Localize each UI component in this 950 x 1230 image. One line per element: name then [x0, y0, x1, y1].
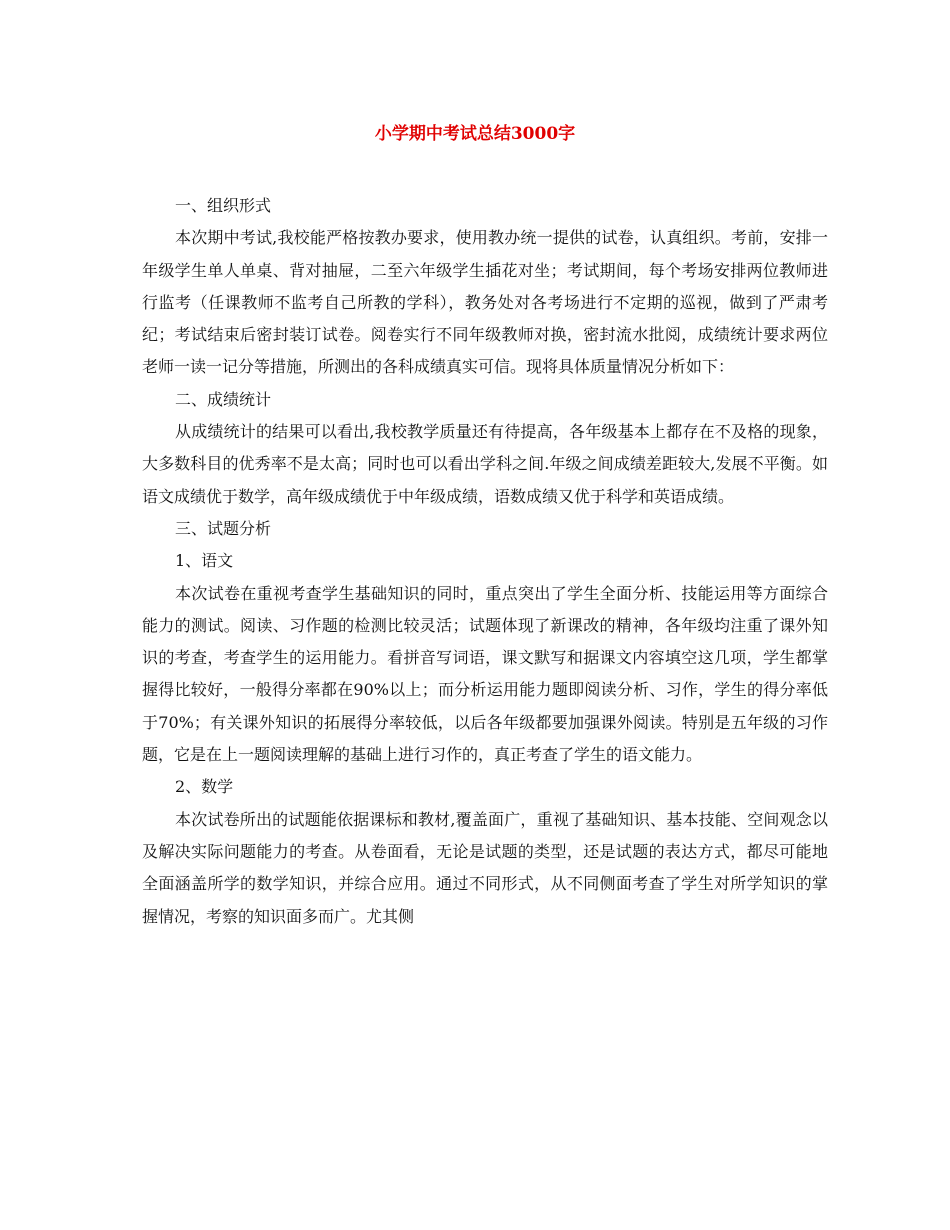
paragraph-organization: 本次期中考试,我校能严格按教办要求，使用教办统一提供的试卷，认真组织。考前，安排一年级学生单人单桌、背对抽屉，二至六年级学生插花对坐；考试期间，每个考场安排两位教师进行监考（任课教师不监考自己所教的学科），教务处对各考场进行不定期的巡视，做到了严肃考纪；考试结束后密封装订试卷。阅卷实行不同年级教师对换，密封流水批阅，成绩统计要求两位老师一读一记分等措施，所测出的各科成绩真实可信。现将具体质量情况分析如下：: [142, 228, 828, 377]
document-title: 小学期中考试总结3000字: [374, 124, 576, 144]
document-body: [142, 190, 828, 933]
section-heading-statistics: 二、成绩统计: [175, 389, 272, 409]
section-heading-analysis: 三、试题分析: [175, 518, 272, 538]
subheading-chinese: 1、语文: [175, 551, 234, 571]
paragraph-chinese: 本次试卷在重视考查学生基础知识的同时，重点突出了学生全面分析、技能运用等方面综合能力的测试。阅读、习作题的检测比较灵活；试题体现了新课改的精神，各年级均注重了课外知识的考查，考查学生的运用能力。看拼音写词语，课文默写和据课文内容填空这几项，学生都掌握得比较好，一般得分率都在90%以上；而分析运用能力题即阅读分析、习作，学生的得分率低于70%；有关课外知识的拓展得分率较低，以后各年级都要加强课外阅读。特别是五年级的习作题，它是在上一题阅读理解的基础上进行习作的，真正考查了学生的语文能力。: [142, 583, 828, 765]
subheading-math: 2、数学: [175, 777, 234, 797]
paragraph-statistics: 从成绩统计的结果可以看出,我校教学质量还有待提高，各年级基本上都存在不及格的现象，大多数科目的优秀率不是太高；同时也可以看出学科之间.年级之间成绩差距较大,发展不平衡。如语文成绩优于数学，高年级成绩优于中年级成绩，语数成绩又优于科学和英语成绩。: [142, 422, 828, 506]
paragraph-math: 本次试卷所出的试题能依据课标和教材,覆盖面广，重视了基础知识、基本技能、空间观念以及解决实际问题能力的考查。从卷面看，无论是试题的类型，还是试题的表达方式，都尽可能地全面涵盖所学的数学知识，并综合应用。通过不同形式，从不同侧面考查了学生对所学知识的掌握情况，考察的知识面多而广。尤其侧: [142, 809, 828, 926]
section-heading-organization: 一、组织形式: [175, 196, 272, 215]
